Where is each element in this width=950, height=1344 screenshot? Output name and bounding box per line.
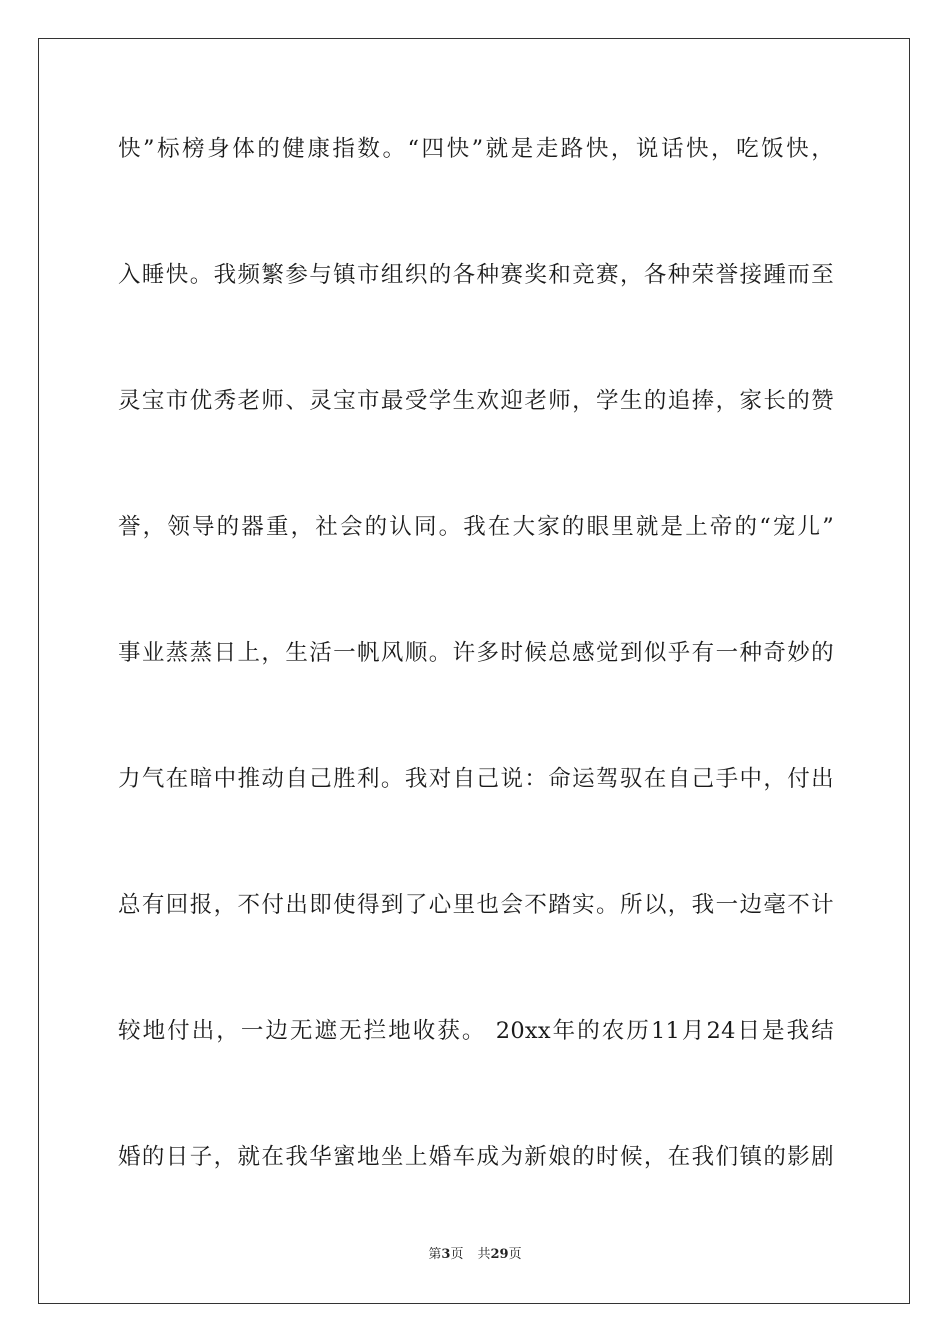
page-total: 29 [490, 1247, 509, 1262]
text-line: 较地付出，一边无遮无拦地收获。 20xx年的农历11月24日是我结 [118, 1018, 834, 1044]
text-line: 婚的日子，就在我华蜜地坐上婚车成为新娘的时候，在我们镇的影剧 [118, 1144, 834, 1170]
text-line: 灵宝市优秀老师、灵宝市最受学生欢迎老师，学生的追捧，家长的赞 [118, 388, 834, 414]
text-line: 力气在暗中推动自己胜利。我对自己说：命运驾驭在自己手中，付出 [118, 766, 834, 792]
page-border [38, 38, 910, 1304]
total-label-prefix: 共 [477, 1247, 491, 1262]
page-current: 3 [441, 1247, 451, 1262]
page-footer [0, 1246, 950, 1264]
text-line: 入睡快。我频繁参与镇市组织的各种赛奖和竞赛，各种荣誉接踵而至 [118, 262, 834, 288]
text-line: 总有回报，不付出即使得到了心里也会不踏实。所以，我一边毫不计 [118, 892, 834, 918]
total-label-suffix: 页 [508, 1247, 522, 1262]
text-line: 誉，领导的器重，社会的认同。我在大家的眼里就是上帝的“宠儿” [118, 514, 834, 540]
text-line: 事业蒸蒸日上，生活一帆风顺。许多时候总感觉到似乎有一种奇妙的 [118, 640, 834, 666]
page-label-suffix: 页 [450, 1247, 464, 1262]
page-label-prefix: 第 [428, 1247, 442, 1262]
text-line: 快”标榜身体的健康指数。“四快”就是走路快，说话快，吃饭快， [118, 136, 834, 162]
